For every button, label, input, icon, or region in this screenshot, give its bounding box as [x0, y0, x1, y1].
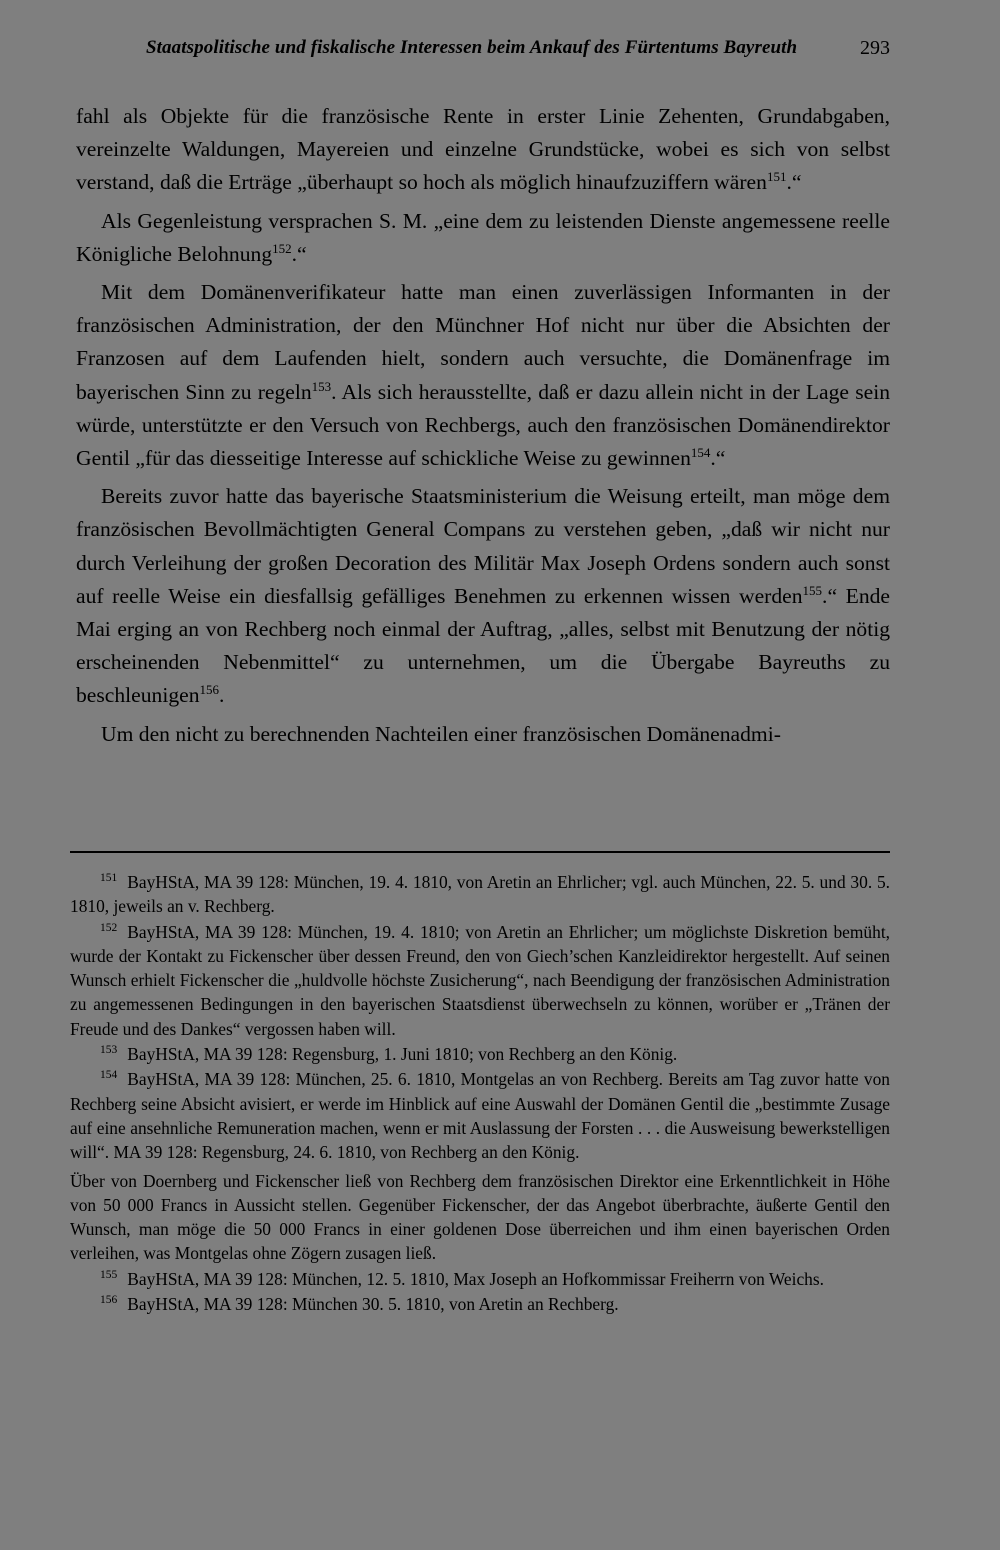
running-title: Staatspolitische und fiskalische Interessen beim Ankauf des Fürtentums Bayreuth — [146, 37, 798, 58]
main-text — [76, 100, 890, 756]
footnote-ref-153: 153 — [311, 378, 332, 394]
paragraph-1-text: fahl als Objekte für die französische Rente in erster Linie Zehenten, Grundabgaben, vereinzelte Waldungen, Mayereien und einzelne Grundstücke, wobei es sich von selbst verstand, daß die Erträge „überhaupt so hoch als möglich hinaufzuziffern wären — [76, 104, 890, 195]
footnote-155 — [70, 1267, 890, 1291]
paragraph-4-text-a: Bereits zuvor hatte das bayerische Staatsministerium die Weisung erteilt, man möge dem französischen Bevollmächtigten General Compans zu verstehen geben, „daß wir nicht nur durch Verleihung der großen Decoration des Militär Max Joseph Ordens sondern auch sonst auf reelle Weise ein diesfallsig gefälliges Benehmen zu erkennen wissen werden — [76, 484, 890, 608]
footnote-number: 155 — [100, 1268, 118, 1281]
paragraph-2-text: Als Gegenleistung versprachen S. M. „eine dem zu leistenden Dienste angemessene reelle Königliche Belohnung — [76, 208, 890, 266]
footnote-text: Über von Doernberg und Fickenscher ließ von Rechberg dem französischen Direktor eine Erkenntlichkeit in Höhe von 50 000 Francs in Aussicht stellen. Gegenüber Fickenscher, der das Angebot überbrachte, äußerte Gentil den Wunsch, man möge die 50 000 Francs in einer goldenen Dose überreichen und ihm einen bayerischen Orden verleihen, was Montgelas ohne Zögern zusagen ließ. — [70, 1170, 890, 1264]
footnote-text: BayHStA, MA 39 128: Regensburg, 1. Juni 1810; von Rechberg an den König. — [127, 1044, 678, 1065]
paragraph-3-text-b: . Als sich herausstellte, daß er dazu allein nicht in der Lage sein würde, unterstützte er den Versuch von Rechbergs, auch den französischen Domänendirektor Gentil „für das diesseitige Interesse auf schickliche Weise zu gewinnen — [76, 379, 890, 471]
footnote-154 — [70, 1067, 890, 1164]
footnote-number: 152 — [100, 921, 118, 934]
footnote-number: 151 — [100, 872, 118, 884]
paragraph-1 — [76, 100, 890, 200]
footnote-151 — [70, 870, 890, 919]
footnote-153 — [70, 1042, 890, 1066]
paragraph-3-tail: .“ — [710, 446, 726, 471]
footnote-154-continued — [70, 1169, 890, 1266]
paragraph-2-tail: .“ — [291, 241, 307, 266]
footnote-divider — [70, 851, 890, 853]
paragraph-1-tail: .“ — [786, 170, 802, 195]
footnote-text: BayHStA, MA 39 128: München, 25. 6. 1810, Montgelas an von Rechberg. Bereits am Tag zuvor hatte von Rechberg seine Absicht avisiert, er werde im Hinblick auf eine Auswahl der Domänen Gentil die „bestimmte Zusage auf eine ansehnliche Remuneration machen, wenn er mit Auslassung der Forsten . . . die Ausweisung bewerkstelligen will“. MA 39 128: Regensburg, 24. 6. 1810, von Rechberg an den König. — [70, 1069, 890, 1163]
footnote-number: 154 — [100, 1069, 118, 1082]
footnote-text: BayHStA, MA 39 128: München, 12. 5. 1810, Max Joseph an Hofkommissar Freiherrn von Weichs. — [127, 1268, 824, 1289]
footnote-text: BayHStA, MA 39 128: München, 19. 4. 1810, von Aretin an Ehrlicher; vgl. auch München, 22. 5. und 30. 5. 1810, jeweils an v. Rechberg. — [70, 872, 890, 917]
footnote-ref-152: 152 — [272, 240, 292, 256]
paragraph-4 — [76, 480, 890, 712]
footnote-number: 153 — [100, 1044, 118, 1057]
paragraph-5-text: Um den nicht zu berechnenden Nachteilen einer französischen Domänenadmi- — [101, 721, 781, 746]
footnote-ref-154: 154 — [690, 444, 711, 460]
paragraph-3 — [76, 276, 890, 475]
paragraph-3-text-a: Mit dem Domänenverifikateur hatte man einen zuverlässigen Informanten in der französischen Administration, der den Münchner Hof nicht nur über die Absichten der Franzosen auf dem Laufenden hielt, sondern auch versuchte, die Domänenfrage im bayerischen Sinn zu regeln — [76, 280, 890, 404]
running-header — [146, 34, 890, 62]
paragraph-4-text-b: .“ Ende Mai erging an von Rechberg noch einmal der Auftrag, „alles, selbst mit Benutzung der nötig erscheinenden Nebenmittel“ zu unternehmen, um die Übergabe Bayreuths zu beschleunigen — [76, 583, 890, 708]
paragraph-2 — [76, 205, 890, 271]
footnote-152 — [70, 920, 890, 1041]
footnotes — [70, 870, 890, 1317]
paragraph-5 — [76, 718, 890, 751]
footnote-text: BayHStA, MA 39 128: München 30. 5. 1810, von Aretin an Rechberg. — [127, 1294, 619, 1315]
paragraph-4-tail: . — [219, 683, 225, 708]
page-number: 293 — [860, 37, 890, 59]
footnote-text: BayHStA, MA 39 128: München, 19. 4. 1810; von Aretin an Ehrlicher; um möglichste Diskretion bemüht, wurde der Kontakt zu Fickenscher über dessen Freund, den von Giech’schen Kanzleidirektor hergestellt. Auf seinen Wunsch erhielt Fickenscher die „huldvolle höchste Zusicherung“, nach Beendigung der französischen Administration zu angemessenen Bedingungen in den bayerischen Staatsdienst überwechseln zu können, worüber er „Tränen der Freude und des Dankes“ vergossen haben will. — [70, 921, 890, 1039]
footnote-ref-151: 151 — [766, 169, 787, 185]
footnote-ref-155: 155 — [802, 582, 823, 598]
footnote-ref-156: 156 — [199, 682, 220, 698]
footnote-number: 156 — [100, 1294, 118, 1307]
footnote-156 — [70, 1292, 890, 1316]
